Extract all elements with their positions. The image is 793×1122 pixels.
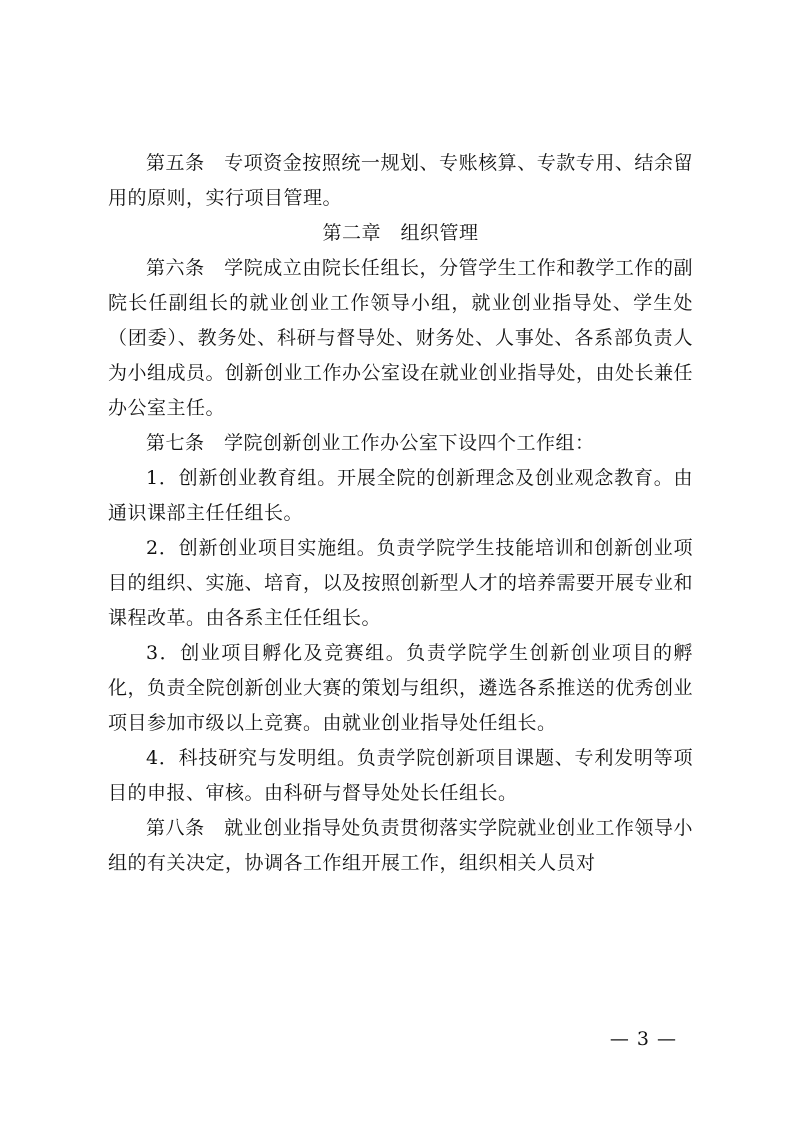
- article-7-paragraph: 第七条 学院创新创业工作办公室下设四个工作组：: [146, 432, 595, 454]
- working-group-2-paragraph: 2．创新创业项目实施组。负责学院学生技能培训和创新创业项目的组织、实施、培育，以及按照创新型人才的培养需要开展专业和课程改革。由各系主任任组长。: [108, 537, 694, 629]
- chapter-2-title: 第二章 组织管理: [322, 222, 479, 244]
- article-5-paragraph: 第五条 专项资金按照统一规划、专账核算、专款专用、结余留用的原则，实行项目管理。: [108, 152, 693, 209]
- document-body: [108, 146, 693, 881]
- working-group-3-paragraph: 3．创业项目孵化及竞赛组。负责学院学生创新创业项目的孵化，负责全院创新创业大赛的策划与组织，遴选各系推送的优秀创业项目参加市级以上竞赛。由就业创业指导处任组长。: [108, 642, 694, 734]
- article-6-paragraph: 第六条 学院成立由院长任组长，分管学生工作和教学工作的副院长任副组长的就业创业工作领导小组，就业创业指导处、学生处（团委）、教务处、科研与督导处、财务处、人事处、各系部负责人为小组成员。创新创业工作办公室设在就业创业指导处，由处长兼任办公室主任。: [108, 257, 694, 419]
- working-group-1-paragraph: 1．创新创业教育组。开展全院的创新理念及创业观念教育。由通识课部主任任组长。: [108, 467, 693, 524]
- article-8-paragraph: 第八条 就业创业指导处负责贯彻落实学院就业创业工作领导小组的有关决定，协调各工作组开展工作，组织相关人员对: [108, 817, 693, 874]
- page-number: — 3 —: [609, 1028, 677, 1050]
- working-group-4-paragraph: 4．科技研究与发明组。负责学院创新项目课题、专利发明等项目的申报、审核。由科研与督导处处长任组长。: [108, 747, 693, 804]
